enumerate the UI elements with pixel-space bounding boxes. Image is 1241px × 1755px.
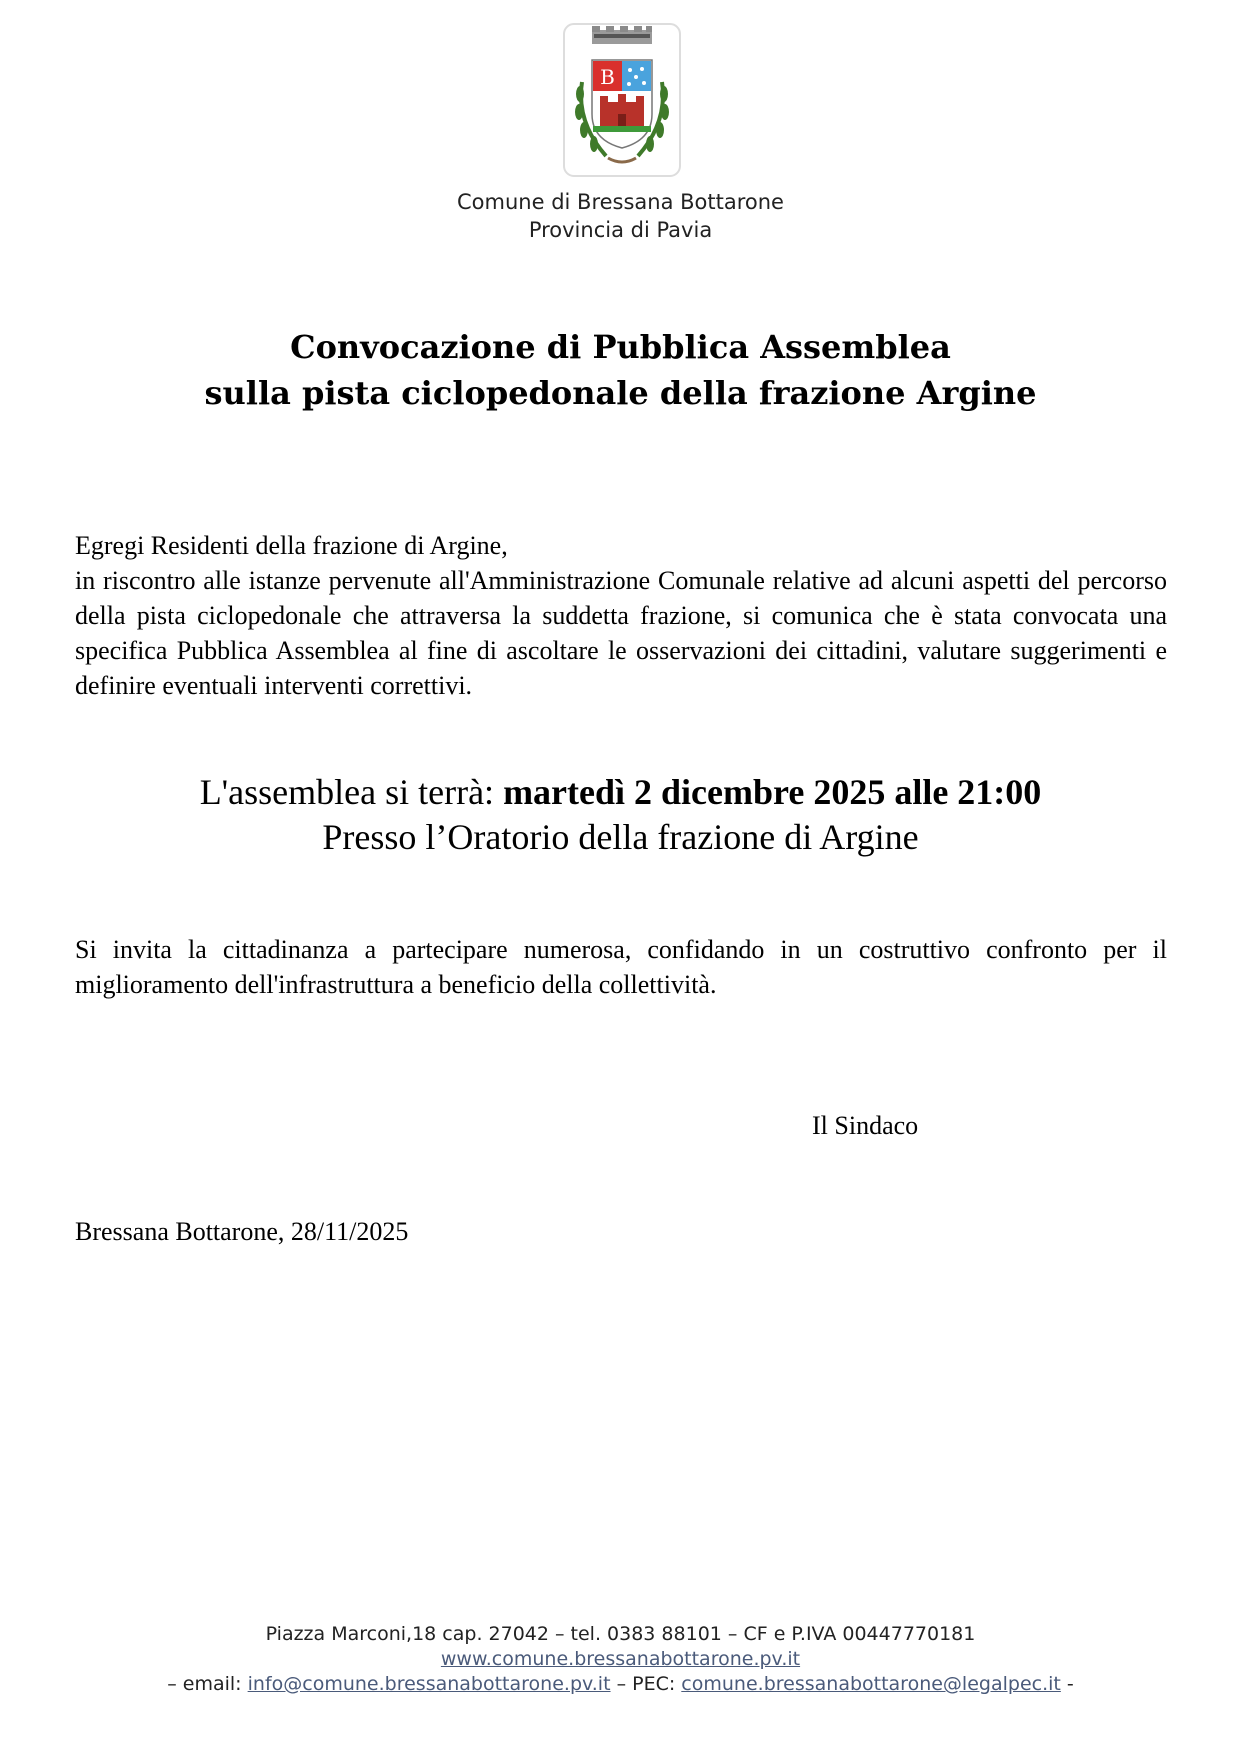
municipality-name: Comune di Bressana Bottarone <box>457 190 784 214</box>
footer-suffix: - <box>1060 1673 1074 1695</box>
municipality-header <box>0 188 1241 244</box>
municipal-crest <box>562 22 682 178</box>
signature: Il Sindaco <box>812 1111 919 1140</box>
footer-contacts <box>0 1672 1241 1697</box>
document-title <box>0 324 1241 416</box>
title-line-2: sulla pista ciclopedonale della frazione Argine <box>204 374 1037 412</box>
crest-letter: B <box>600 65 615 89</box>
invitation-text: Si invita la cittadinanza a partecipare numerosa, confidando in un costruttivo confronto per il miglioramento dell'infrastruttura a beneficio della collettività. <box>75 935 1167 999</box>
meeting-datetime: martedì 2 dicembre 2025 alle 21:00 <box>503 772 1042 812</box>
email-link[interactable]: info@comune.bressanabottarone.pv.it <box>247 1673 611 1695</box>
footer-address: Piazza Marconi,18 cap. 27042 – tel. 0383 88101 – CF e P.IVA 00447770181 <box>265 1623 976 1645</box>
letter-body <box>75 528 1167 703</box>
pec-link[interactable]: comune.bressanabottarone@legalpec.it <box>681 1673 1061 1695</box>
meeting-intro: L'assemblea si terrà: <box>199 772 504 812</box>
meeting-location: Presso l’Oratorio della frazione di Argine <box>322 817 919 857</box>
salutation: Egregi Residenti della frazione di Argine, <box>75 531 508 560</box>
meeting-date-line <box>0 770 1241 815</box>
body-paragraph: in riscontro alle istanze pervenute all'Amministrazione Comunale relative ad alcuni aspetti del percorso della pista ciclopedonale che attraversa la suddetta frazione, si comunica che è stata convocata una specifica Pubblica Assemblea al fine di ascoltare le osservazioni dei cittadini, valutare suggerimenti e definire eventuali interventi correttivi. <box>75 566 1167 700</box>
footer <box>0 1622 1241 1697</box>
title-line-1: Convocazione di Pubblica Assemblea <box>290 328 951 366</box>
province-name: Provincia di Pavia <box>528 218 713 242</box>
email-prefix: – email: <box>167 1673 248 1695</box>
meeting-details <box>0 770 1241 860</box>
place-and-date: Bressana Bottarone, 28/11/2025 <box>75 1217 409 1246</box>
invitation <box>75 932 1167 1002</box>
pec-prefix: – PEC: <box>610 1673 682 1695</box>
website-link[interactable]: www.comune.bressanabottarone.pv.it <box>440 1648 801 1670</box>
